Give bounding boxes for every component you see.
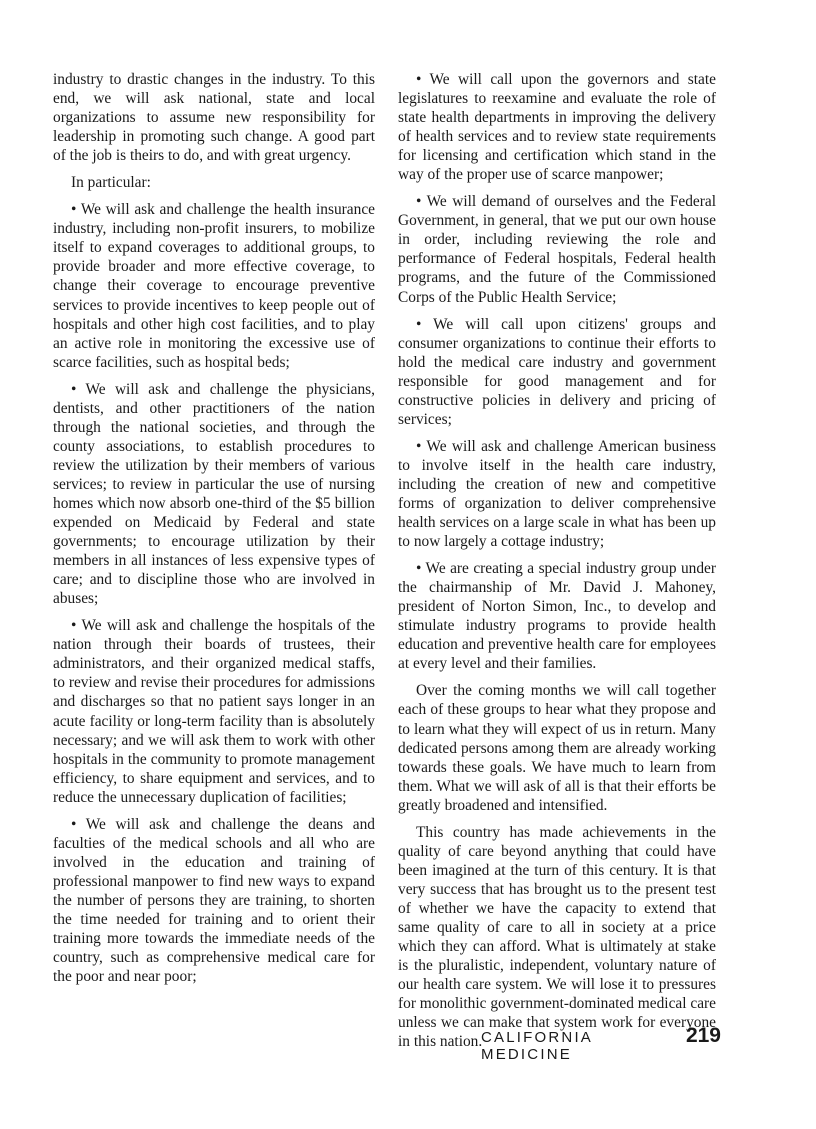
paragraph: industry to drastic changes in the industry. To this end, we will ask national, state and local organizations to assume new responsibility for leadership in promoting such change. A good part of the job is theirs to do, and with great urgency. (53, 71, 375, 165)
bullet-paragraph: • We will call upon citizens' groups and consumer organizations to continue their efforts to hold the medical care industry and government responsible for good management and for constructive policies in delivery and pricing of services; (398, 315, 716, 428)
bullet-paragraph: • We will ask and challenge the hospitals of the nation through their boards of trustees, their administrators, and their organized medical staffs, to review and revise their procedures for admissions and discharges so that no patient says longer in an acute facility or long-term facility than is absolutely necessary; and we will ask them to work with other hospitals in the community to promote management efficiency, to share equipment and services, and to reduce the unnecessary duplication of facilities; (53, 617, 375, 806)
bullet-paragraph: • We will ask and challenge the physicians, dentists, and other practitioners of the nation through the national societies, and through the county associations, to establish procedures to review the utilization by their members of various services; to review in particular the use of nursing homes which now absorb one-third of the $5 billion expended on Medicaid by Federal and state governments; to encourage utilization by their members in all instances of less expensive types of care; and to discipline those who are involved in abuses; (53, 380, 375, 608)
page-number: 219 (685, 1024, 721, 1047)
journal-name: CALIFORNIA MEDICINE (481, 1029, 593, 1063)
paragraph: In particular: (71, 174, 151, 192)
bullet-paragraph: • We will ask and challenge the deans and faculties of the medical schools and all who are involved in the education and training of professional manpower to find new ways to expand the number of persons they are training, to shorten the time needed for training and to orient their training more towards the immediate needs of the country, such as comprehensive medical care for the poor and near poor; (53, 815, 375, 986)
bullet-paragraph: • We will call upon the governors and state legislatures to reexamine and evaluate the role of state health departments in improving the delivery of health services and to review state requirements for licensing and certification which stand in the way of the proper use of scarce manpower; (398, 71, 716, 184)
page-footer (481, 1024, 721, 1063)
bullet-paragraph: • We will ask and challenge American business to involve itself in the health care industry, including the creation of new and competitive forms of organization to deliver comprehensive health services on a large scale in what has been up to now largely a cottage industry; (398, 437, 716, 551)
right-column (398, 70, 716, 1059)
left-column (53, 70, 375, 994)
bullet-paragraph: • We will demand of ourselves and the Federal Government, in general, that we put our own house in order, including reviewing the role and performance of Federal hospitals, Federal health programs, and the future of the Commissioned Corps of the Public Health Service; (398, 193, 716, 306)
paragraph: Over the coming months we will call together each of these groups to hear what they propose and to learn what they will expect of us in return. Many dedicated persons among them are already working towards these goals. We have much to learn from them. What we will ask of all is that their efforts be greatly broadened and intensified. (398, 682, 716, 814)
paragraph: This country has made achievements in the quality of care beyond anything that could have been imagined at the turn of this century. It is that very success that has brought us to the present test of whether we have the capacity to extend that same quality of care to all in society at a price which they can afford. What is ultimately at stake is the pluralistic, independent, voluntary nature of our health care system. We will lose it to pressures for monolithic government-dominated medical care unless we can make that system work for everyone in this nation. (398, 823, 716, 1051)
bullet-paragraph: • We will ask and challenge the health insurance industry, including non-profit insurers, to mobilize itself to expand coverages to additional groups, to provide broader and more effective coverage, to change their coverage to encourage preventive services to provide incentives to keep people out of hospitals and other high cost facilities, and to play an active role in monitoring the excessive use of scarce facilities, such as hospital beds; (53, 201, 375, 371)
bullet-paragraph: • We are creating a special industry group under the chairmanship of Mr. David J. Mahoney, president of Norton Simon, Inc., to develop and stimulate industry programs to provide health education and preventive health care for employees at every level and their families. (398, 560, 716, 673)
